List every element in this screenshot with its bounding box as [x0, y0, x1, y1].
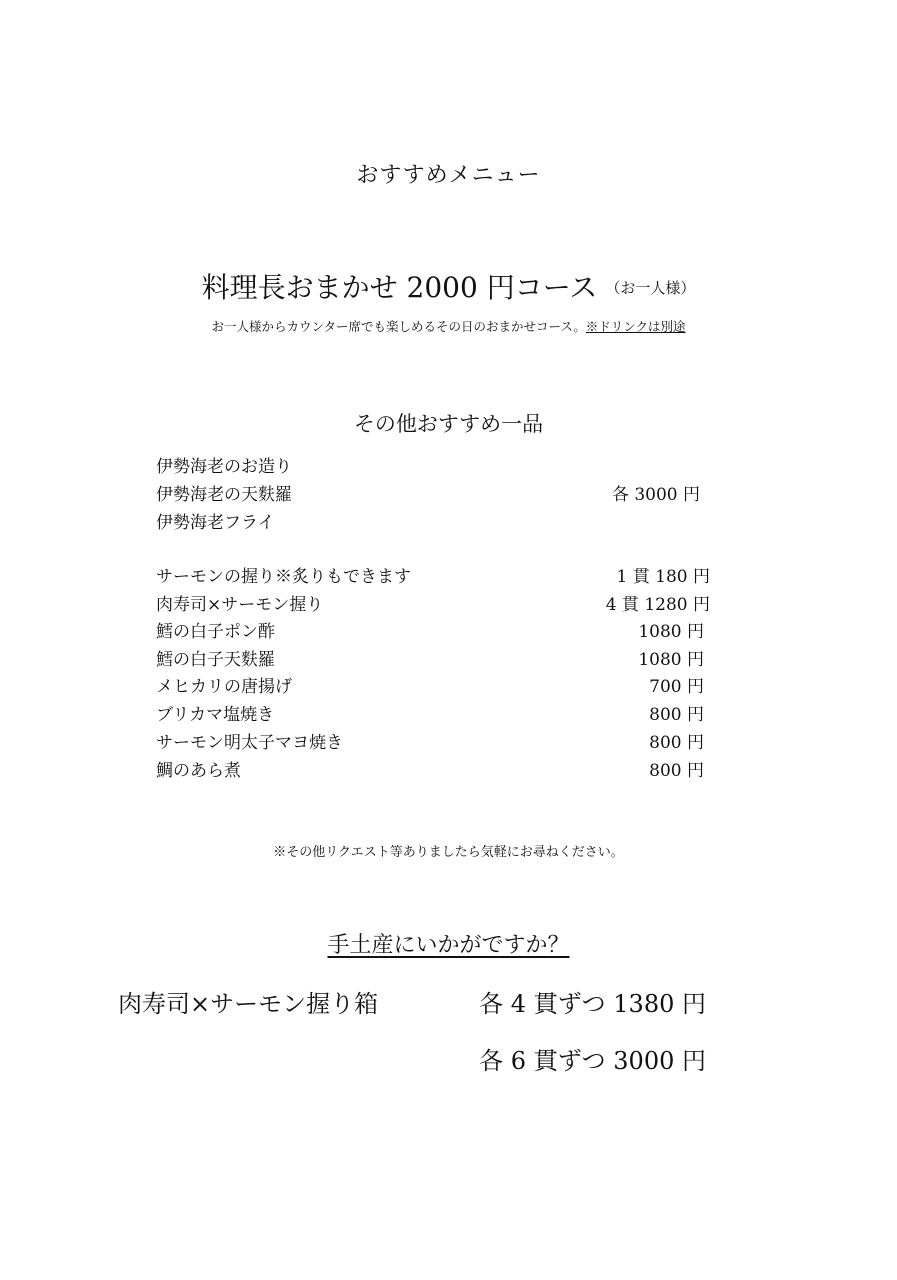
request-note: ※その他リクエスト等ありましたら気軽にお尋ねください。	[273, 845, 624, 860]
souvenir-option: 各 6 貫ずつ 3000 円	[479, 1047, 706, 1075]
course-note: （お一人様）	[605, 279, 696, 297]
menu-item-price: 800 円	[649, 761, 704, 781]
menu-item-name: 伊勢海老の天麩羅	[156, 485, 292, 505]
menu-item-name: サーモン明太子マヨ焼き	[156, 733, 343, 753]
lobster-price: 各 3000 円	[611, 485, 700, 505]
menu-item-name: 伊勢海老のお造り	[156, 457, 292, 477]
menu-item-name: 鱈の白子ポン酢	[156, 622, 275, 642]
menu-item-price: 4 貫 1280 円	[605, 595, 710, 615]
souvenir-option: 各 4 貫ずつ 1380 円	[479, 990, 706, 1018]
menu-item-price: 800 円	[649, 733, 704, 753]
menu-item-price: 800 円	[649, 705, 704, 725]
souvenir-item-name: 肉寿司×サーモン握り箱	[118, 990, 379, 1018]
section-title-others: その他おすすめ一品	[353, 412, 544, 436]
menu-item-name: メヒカリの唐揚げ	[156, 677, 292, 697]
menu-item-name: 鯛のあら煮	[156, 761, 241, 781]
course-description	[0, 317, 897, 335]
menu-item-price: 1 貫 180 円	[616, 567, 710, 587]
souvenir-title-text: 手土産にいかがですか？	[327, 933, 570, 958]
menu-item-price: 1080 円	[638, 650, 704, 670]
menu-item-name: サーモンの握り※炙りもできます	[156, 567, 411, 587]
menu-item-name: 鱈の白子天麩羅	[156, 650, 275, 670]
section-title-souvenir	[0, 928, 897, 959]
course-description-text: お一人様からカウンター席でも楽しめるその日のおまかせコース。	[211, 319, 586, 334]
menu-item-name: ブリカマ塩焼き	[156, 705, 275, 725]
menu-item-name: 肉寿司×サーモン握り	[156, 595, 324, 615]
drink-note: ※ドリンクは別途	[585, 319, 686, 334]
menu-item-price: 700 円	[649, 677, 704, 697]
course-heading	[0, 266, 897, 306]
page-title: おすすめメニュー	[356, 163, 541, 188]
menu-item-price: 1080 円	[638, 622, 704, 642]
menu-item-name: 伊勢海老フライ	[156, 513, 275, 533]
course-name: 料理長おまかせ 2000 円コース	[201, 271, 598, 304]
